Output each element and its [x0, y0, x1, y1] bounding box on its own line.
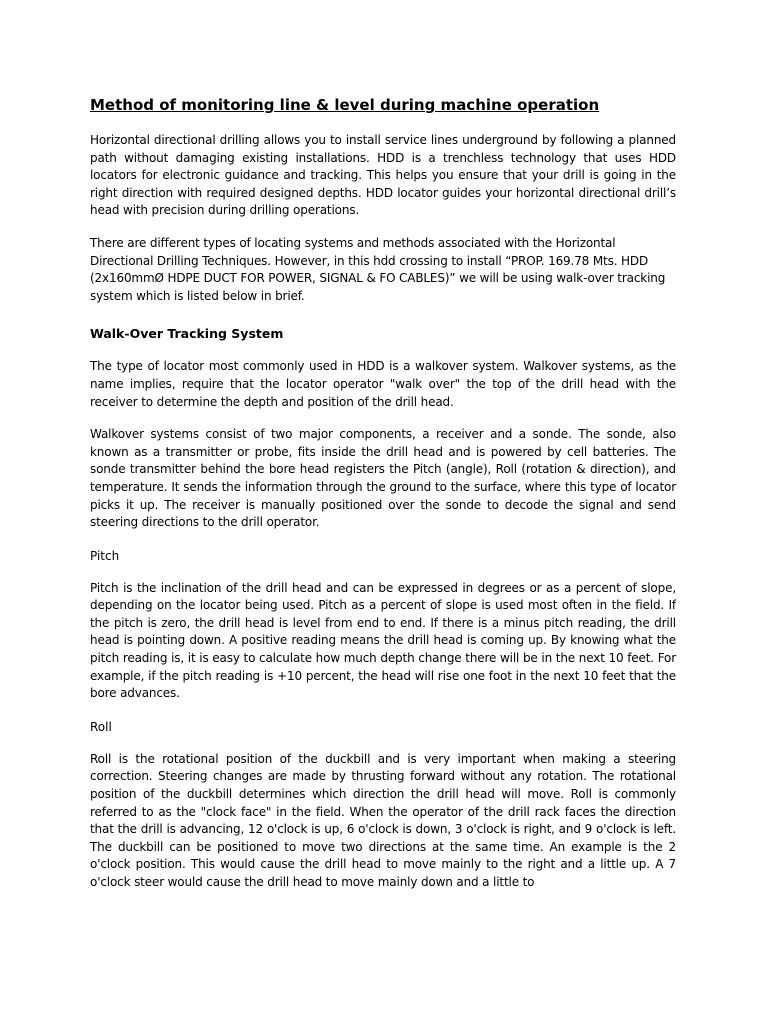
- pitch-paragraph: Pitch is the inclination of the drill head and can be expressed in degrees or as a percent of slope, depending on the locator being used. Pitch as a percent of slope is used most often in the field. If the pitch is zero, the drill head is level from end to end. If there is a minus pitch reading, the drill head is pointing down. A positive reading means the drill head is coming up. By knowing what the pitch reading is, it is easy to calculate how much depth change there will be in the next 10 feet. For example, if the pitch reading is +10 percent, the head will rise one foot in the next 10 feet that the bore advances.: [90, 580, 676, 701]
- roll-paragraph: Roll is the rotational position of the duckbill and is very important when making a steering correction. Steering changes are made by thrusting forward without any rotation. The rotational position of the duckbill determines which direction the drill head will move. Roll is commonly referred to as the "clock face" in the field. When the operator of the drill rack faces the direction that the drill is advancing, 12 o'clock is up, 6 o'clock is down, 3 o'clock is right, and 9 o'clock is left. The duckbill can be positioned to move two directions at the same time. An example is the 2 o'clock position. This would cause the drill head to move mainly to the right and a little up. A 7 o'clock steer would cause the drill head to move mainly down and a little to: [90, 751, 676, 889]
- roll-heading: Roll: [90, 719, 112, 734]
- intro-paragraph-2: There are different types of locating systems and methods associated with the Horizontal Directional Drilling Techniques. However, in this hdd crossing to install “PROP. 169.78 Mts. HDD (2x160mmØ HDPE DUCT FOR POWER, SIGNAL & FO CABLES)” we will be using walk-over tracking system which is listed below in brief.: [90, 235, 666, 303]
- walkover-heading: Walk-Over Tracking System: [90, 326, 284, 342]
- walkover-paragraph-1: The type of locator most commonly used in HDD is a walkover system. Walkover systems, as the name implies, require that the locator operator "walk over" the top of the drill head with the receiver to determine the depth and position of the drill head.: [90, 359, 676, 409]
- walkover-paragraph-2: Walkover systems consist of two major components, a receiver and a sonde. The sonde, also known as a transmitter or probe, fits inside the drill head and is powered by cell batteries. The sonde transmitter behind the bore head registers the Pitch (angle), Roll (rotation & direction), and temperature. It sends the information through the ground to the surface, where this type of locator picks it up. The receiver is manually positioned over the sonde to decode the signal and send steering directions to the drill operator.: [90, 427, 676, 530]
- intro-paragraph-1: Horizontal directional drilling allows you to install service lines underground by following a planned path without damaging existing installations. HDD is a trenchless technology that uses HDD locators for electronic guidance and tracking. This helps you ensure that your drill is going in the right direction with required designed depths. HDD locator guides your horizontal directional drill’s head with precision during drilling operations.: [90, 133, 676, 218]
- pitch-heading: Pitch: [90, 548, 120, 563]
- document-title: Method of monitoring line & level during machine operation: [90, 96, 600, 114]
- document-page: [90, 94, 676, 907]
